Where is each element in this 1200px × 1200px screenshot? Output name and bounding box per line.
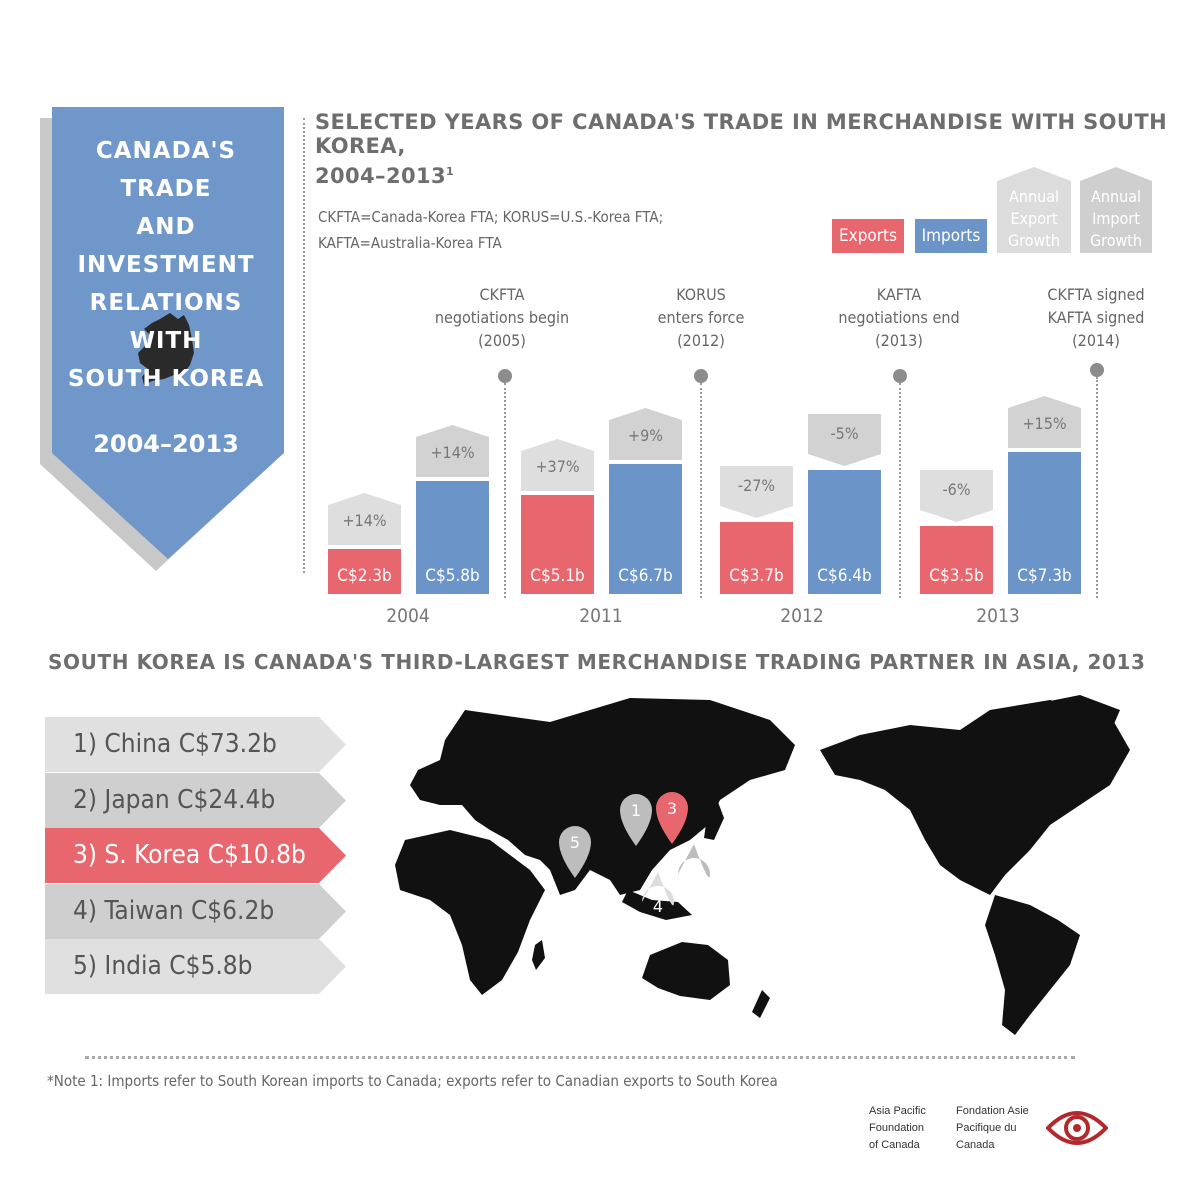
event-line: CKFTA signed (1047, 285, 1145, 304)
year-label: 2012 (780, 605, 824, 627)
legend-import-growth (1080, 186, 1152, 252)
legend-export-growth-line: Growth (1007, 231, 1061, 250)
logo-line: Fondation Asie (956, 1105, 1029, 1117)
logo-line: Asia Pacific (869, 1105, 926, 1117)
legend-export-growth-line: Annual (1008, 187, 1060, 206)
event-line: enters force (657, 308, 745, 327)
event-line-marker (504, 383, 506, 598)
event-line-marker (1096, 377, 1098, 598)
abbreviation-line: CKFTA=Canada-Korea FTA; KORUS=U.S.-Korea FTA; (318, 208, 664, 226)
event-line-marker (700, 383, 702, 598)
map-pin-label: 4 (652, 897, 664, 916)
logo-line: Pacifique du (956, 1122, 1017, 1134)
import-value-label: C$6.4b (817, 566, 872, 586)
banner-title-line: SOUTH KOREA (67, 366, 265, 392)
event-line: (2013) (875, 331, 923, 350)
event-line-marker (899, 383, 901, 598)
legend-export-growth (997, 186, 1071, 252)
import-value-label: C$7.3b (1017, 566, 1072, 586)
event-line: negotiations end (838, 308, 960, 327)
world-map-land (395, 695, 1130, 1035)
import-growth-label: +14% (430, 443, 475, 463)
export-growth-label: -27% (737, 476, 776, 496)
event-line: negotiations begin (434, 308, 570, 327)
logo-text-en (869, 1103, 926, 1154)
export-growth-label: +37% (535, 456, 580, 476)
year-label: 2013 (976, 605, 1020, 627)
banner-title (52, 132, 280, 398)
map-pin-label: 3 (666, 799, 678, 818)
event-line: (2014) (1072, 331, 1120, 350)
legend-imports: Imports (915, 219, 987, 253)
year-label: 2004 (386, 605, 430, 627)
footnote-divider (85, 1056, 1075, 1059)
event-line: CKFTA (479, 285, 525, 304)
ranking-item: 1) China C$73.2b (73, 729, 277, 759)
chart-title-line1: SELECTED YEARS OF CANADA'S TRADE IN MERCHANDISE WITH SOUTH KOREA, (315, 110, 1168, 158)
ranking-item: 3) S. Korea C$10.8b (73, 840, 306, 870)
chart-title-years: 2004–2013 (315, 164, 446, 188)
import-growth-label: +9% (628, 425, 663, 445)
banner-title-line: AND INVESTMENT (77, 214, 255, 278)
import-growth-label: -5% (830, 423, 859, 443)
export-growth-label: -6% (942, 479, 971, 499)
export-growth-label: +14% (342, 511, 387, 531)
banner-years: 2004–2013 (93, 430, 239, 458)
ranking-item: 5) India C$5.8b (73, 951, 253, 981)
import-growth-label: +15% (1022, 414, 1067, 433)
event-line: (2012) (677, 331, 725, 350)
section-divider (303, 118, 305, 573)
export-value-label: C$2.3b (337, 566, 392, 586)
event-line: KAFTA (876, 285, 922, 304)
export-value-label: C$3.7b (729, 566, 784, 586)
event-kafta (814, 283, 984, 352)
event-marker (498, 369, 512, 383)
ranking-item: 2) Japan C$24.4b (73, 784, 276, 815)
logo-line: Canada (956, 1139, 995, 1151)
logo-line: of Canada (869, 1139, 920, 1151)
map-pin-label: 5 (569, 833, 581, 852)
world-map (390, 690, 1170, 1050)
event-line: KAFTA signed (1047, 308, 1145, 327)
event-korus (616, 283, 786, 352)
legend-export-growth-line: Export (1010, 209, 1058, 228)
event-ckfta-signed (1011, 283, 1181, 352)
map-pin-label: 2 (688, 869, 700, 888)
ranking-item: 4) Taiwan C$6.2b (73, 895, 275, 926)
import-value-label: C$6.7b (618, 566, 673, 586)
abbreviation-line: KAFTA=Australia-Korea FTA (318, 234, 502, 252)
legend-import-growth-line: Import (1092, 209, 1140, 228)
ranking-section-title: SOUTH KOREA IS CANADA'S THIRD-LARGEST MERCHANDISE TRADING PARTNER IN ASIA, 2013 (48, 650, 1146, 674)
legend-import-growth-line: Growth (1089, 231, 1143, 250)
legend-import-growth-line: Annual (1090, 187, 1142, 206)
logo-text-fr (956, 1103, 1029, 1154)
foundation-logo-icon (1046, 1104, 1108, 1152)
legend-exports: Exports (832, 219, 904, 253)
event-ckfta-begin (417, 283, 587, 352)
export-value-label: C$3.5b (929, 566, 984, 586)
map-pin-2 (678, 844, 710, 888)
banner-title-line: RELATIONS WITH (89, 290, 243, 354)
footnote: *Note 1: Imports refer to South Korean imports to Canada; exports refer to Canadian exports to South Korea (47, 1072, 778, 1090)
event-line: (2005) (478, 331, 526, 350)
footnote-marker: 1 (446, 165, 455, 178)
year-label: 2011 (579, 605, 623, 627)
event-marker (1090, 363, 1104, 377)
import-value-label: C$5.8b (425, 566, 480, 586)
export-value-label: C$5.1b (530, 566, 585, 586)
logo-line: Foundation (869, 1122, 925, 1134)
event-marker (893, 369, 907, 383)
event-line: KORUS (676, 285, 726, 304)
map-pin-label: 1 (630, 801, 642, 820)
abbreviations (318, 204, 663, 256)
event-marker (694, 369, 708, 383)
banner-title-line: CANADA'S TRADE (95, 138, 237, 202)
